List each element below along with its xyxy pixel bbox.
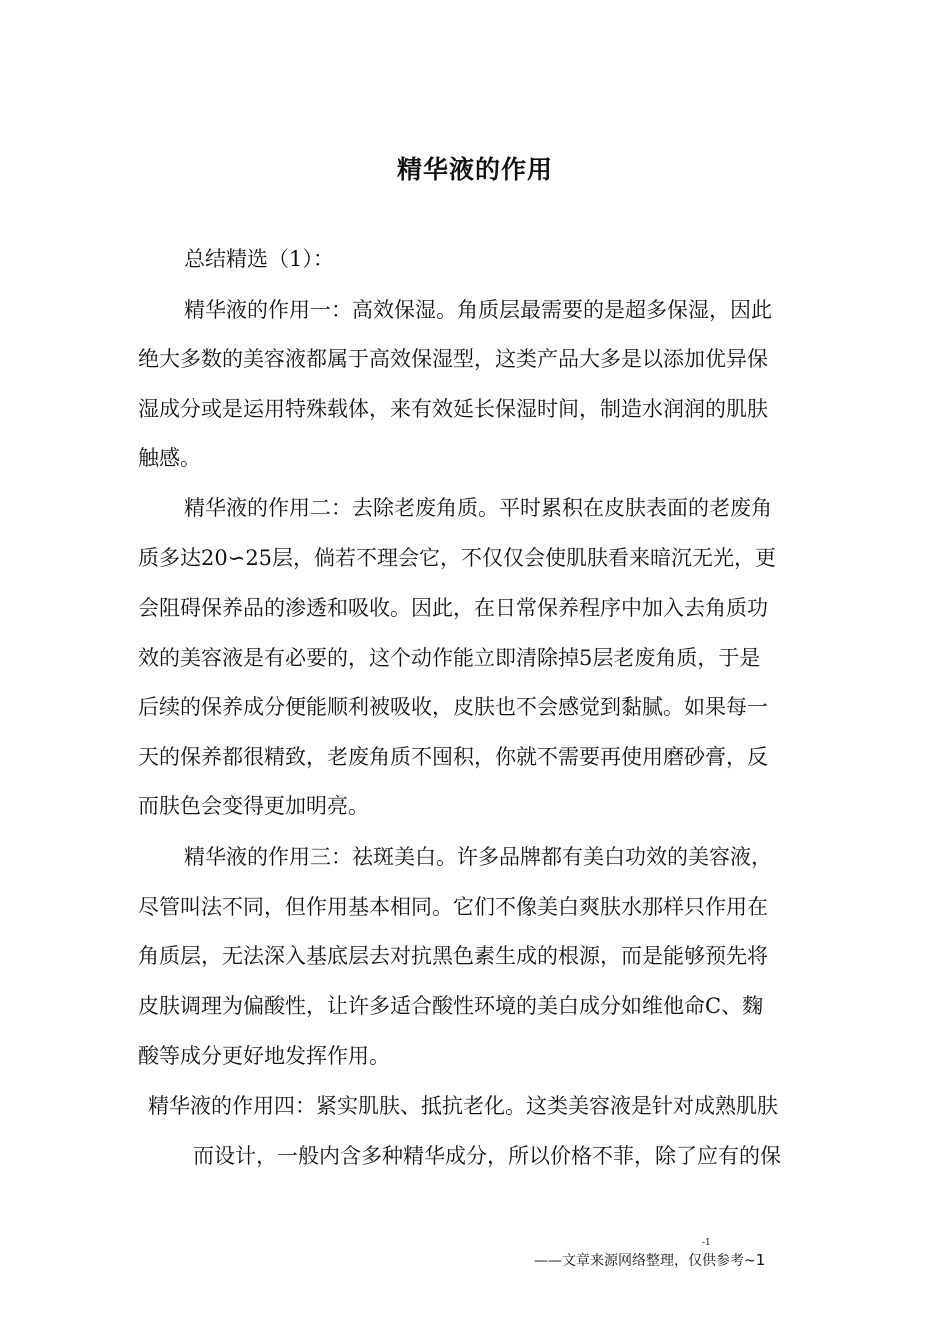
text-line: 精华液的作用二：去除老废角质。平时累积在皮肤表面的老废角	[184, 496, 772, 520]
text-line: 后续的保养成分便能顺利被吸收，皮肤也不会感觉到黏腻。如果每一	[138, 695, 768, 719]
text-line: 绝大多数的美容液都属于高效保湿型，这类产品大多是以添加优异保	[138, 347, 768, 371]
text-line: 触感。	[138, 446, 201, 470]
footer-mark: ~	[744, 1253, 756, 1269]
text-line: 会阻碍保养品的渗透和吸收。因此，在日常保养程序中加入去角质功	[138, 596, 768, 620]
text-line: 精华液的作用四：紧实肌肤、抵抗老化。这类美容液是针对成熟肌肤	[148, 1094, 778, 1118]
footer-small-mark: -1	[702, 1238, 711, 1248]
text-line: 精华液的作用三：祛斑美白。许多品牌都有美白功效的美容液，	[184, 845, 772, 869]
text-line: 精华液的作用一：高效保湿。角质层最需要的是超多保湿，因此	[184, 298, 772, 322]
text-line: 角质层，无法深入基底层去对抗黑色素生成的根源，而是能够预先将	[138, 944, 768, 968]
text-line: 酸等成分更好地发挥作用。	[138, 1044, 390, 1068]
text-line: 尽管叫法不同，但作用基本相同。它们不像美白爽肤水那样只作用在	[138, 895, 768, 919]
footer-source-note: ——文章来源网络整理，仅供参考	[534, 1253, 744, 1269]
text-line: 效的美容液是有必要的，这个动作能立即清除掉5层老废角质，于是	[138, 646, 761, 670]
text-line: 湿成分或是运用特殊载体，来有效延长保湿时间，制造水润润的肌肤	[138, 397, 768, 421]
text-line: 总结精选（1）：	[184, 247, 334, 271]
text-line: 质多达20∽25层，倘若不理会它，不仅仅会使肌肤看来暗沉无光，更	[138, 546, 777, 570]
text-line: 而设计，一般内含多种精华成分，所以价格不菲，除了应有的保	[193, 1144, 781, 1168]
text-line: 皮肤调理为偏酸性，让许多适合酸性环境的美白成分如维他命C、麴	[138, 994, 764, 1018]
page-number: 1	[755, 1251, 766, 1269]
page-title: 精华液的作用	[396, 155, 553, 184]
text-line: 天的保养都很精致，老废角质不囤积，你就不需要再使用磨砂膏，反	[138, 745, 768, 769]
text-line: 而肤色会变得更加明亮。	[138, 794, 369, 818]
footer	[534, 1250, 765, 1270]
